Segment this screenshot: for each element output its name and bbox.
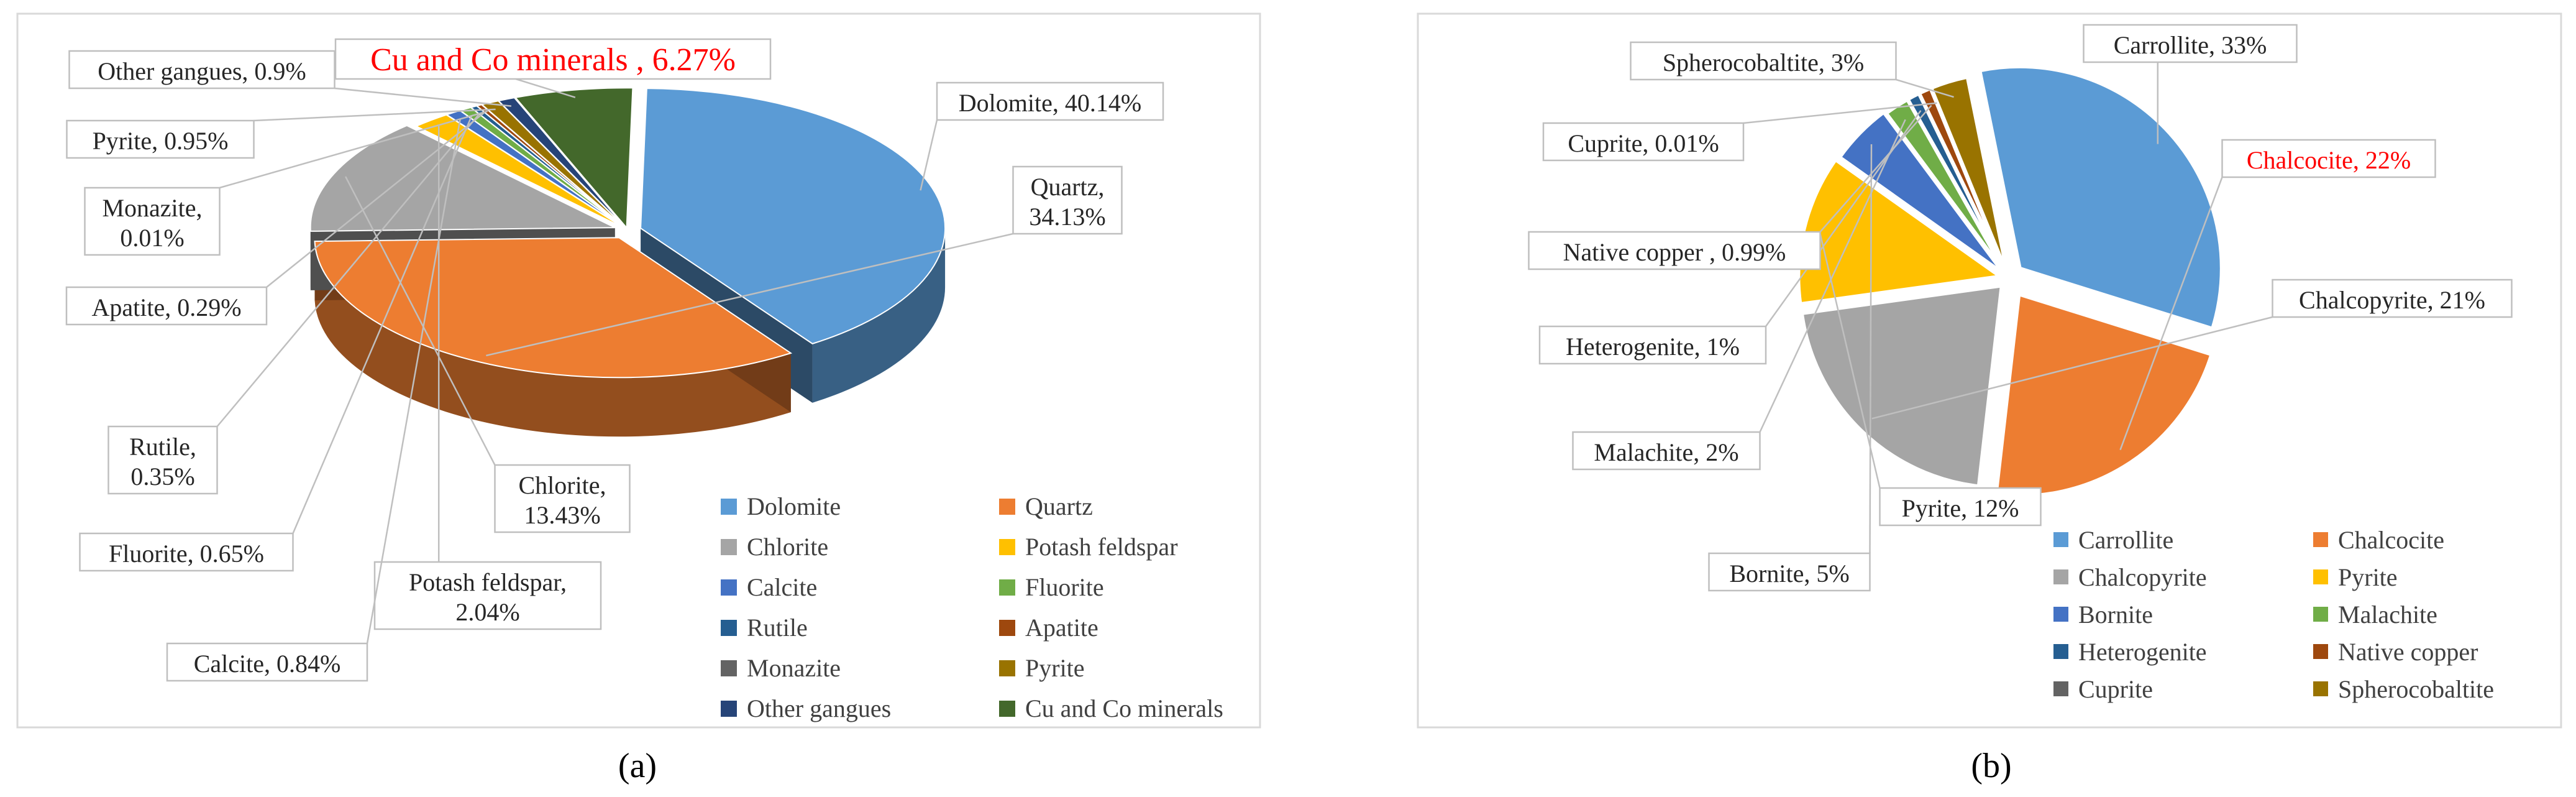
chart-a-legend-swatch-pyrite [999,660,1015,676]
panel-label-a: (a) [618,747,657,785]
chart-b-legend-swatch-chalcopyrite [2053,569,2068,584]
chart-a-legend-item-monazite: Monazite [747,654,841,682]
chart-b-legend-swatch-heterogenite [2053,644,2068,659]
chart-a-legend-swatch-calcite [721,579,737,596]
chart-a-data-label-dolomite: Dolomite, 40.14% [958,89,1142,117]
chart-a-legend-swatch-fluorite [999,579,1015,596]
chart-a-legend-swatch-dolomite [721,499,737,515]
chart-b-legend-item-heterogenite: Heterogenite [2078,638,2207,666]
chart-a-legend-item-pyrite: Pyrite [1025,654,1085,682]
chart-a-legend-item-rutile: Rutile [747,614,808,642]
chart-a-legend-swatch-rutile [721,620,737,636]
chart-a-data-label-pyrite: Pyrite, 0.95% [92,127,229,155]
chart-b-legend-item-native-copper: Native copper [2338,638,2478,666]
chart-b-legend-swatch-malachite [2313,607,2328,622]
chart-b-legend-swatch-chalcocite [2313,532,2328,547]
chart-a-legend-item-apatite: Apatite [1025,614,1098,642]
chart-b-data-label-spherocobaltite: Spherocobaltite, 3% [1662,48,1865,76]
chart-b-legend-swatch-carrollite [2053,532,2068,547]
chart-b-legend-swatch-pyrite [2313,569,2328,584]
chart-b-legend-item-chalcocite: Chalcocite [2338,526,2445,554]
chart-a-data-label-cu-and-co-minerals: Cu and Co minerals , 6.27% [370,42,736,78]
chart-a-data-label-rutile: Rutile, [129,433,196,461]
chart-a-data-label-apatite: Apatite, 0.29% [91,293,242,321]
chart-a-legend-item-chlorite: Chlorite [747,533,829,561]
chart-b-data-label-bornite: Bornite, 5% [1729,560,1850,587]
chart-a-data-label-chlorite: 13.43% [524,501,601,529]
chart-b-legend-swatch-spherocobaltite [2313,681,2328,696]
chart-b-legend-swatch-cuprite [2053,681,2068,696]
chart-a-data-label-potash-feldspar: Potash feldspar, [409,568,567,596]
chart-b-legend-item-bornite: Bornite [2078,601,2153,629]
chart-b-legend-item-carrollite: Carrollite [2078,526,2174,554]
chart-a-legend-item-dolomite: Dolomite [747,492,841,520]
chart-b-legend-swatch-native-copper [2313,644,2328,659]
chart-a-legend-swatch-chlorite [721,539,737,555]
chart-a-legend-swatch-cu-and-co-minerals [999,701,1015,717]
chart-b-data-label-pyrite: Pyrite, 12% [1901,494,2019,522]
chart-a-data-label-fluorite: Fluorite, 0.65% [109,540,264,568]
chart-a-data-label-rutile: 0.35% [130,463,195,491]
chart-a-legend-swatch-potash-feldspar [999,539,1015,555]
chart-b-legend-item-pyrite: Pyrite [2338,563,2398,591]
chart-a-legend-swatch-other-gangues [721,701,737,717]
chart-a-legend-item-cu-and-co-minerals: Cu and Co minerals [1025,694,1223,722]
chart-a-legend-swatch-apatite [999,620,1015,636]
chart-a-data-label-quartz: 34.13% [1029,203,1106,231]
chart-a-legend-item-other-gangues: Other gangues [747,694,892,722]
chart-a-data-label-calcite: Calcite, 0.84% [193,650,341,678]
chart-b-data-label-native-copper: Native copper , 0.99% [1563,238,1786,266]
chart-a-data-label-monazite: 0.01% [120,224,185,252]
chart-b-legend-item-spherocobaltite: Spherocobaltite [2338,675,2495,703]
chart-a-legend-item-fluorite: Fluorite [1025,573,1104,601]
chart-b-data-label-heterogenite: Heterogenite, 1% [1566,333,1740,361]
chart-a-legend-item-calcite: Calcite [747,573,818,601]
chart-a-data-label-other-gangues: Other gangues, 0.9% [98,57,306,85]
chart-a-data-label-monazite: Monazite, [102,194,203,222]
chart-a-data-label-quartz: Quartz, [1030,173,1105,201]
chart-a-legend-item-potash-feldspar: Potash feldspar [1025,533,1178,561]
chart-b-data-label-cuprite: Cuprite, 0.01% [1568,129,1719,157]
chart-a-data-label-potash-feldspar: 2.04% [455,598,520,626]
chart-b-legend-swatch-bornite [2053,607,2068,622]
chart-b-data-label-chalcocite: Chalcocite, 22% [2246,146,2411,174]
chart-b-legend-item-chalcopyrite: Chalcopyrite [2078,563,2207,591]
chart-b-legend-item-malachite: Malachite [2338,601,2437,629]
chart-a-legend-swatch-monazite [721,660,737,676]
chart-b-data-label-chalcopyrite: Chalcopyrite, 21% [2299,286,2485,314]
chart-a-data-label-chlorite: Chlorite, [518,471,606,499]
chart-a-legend-swatch-quartz [999,499,1015,515]
panel-label-b: (b) [1971,747,2012,785]
chart-b-data-label-carrollite: Carrollite, 33% [2113,31,2267,59]
chart-b-legend-item-cuprite: Cuprite [2078,675,2153,703]
chart-a-legend-item-quartz: Quartz [1025,492,1093,520]
chart-b-data-label-malachite: Malachite, 2% [1594,438,1739,466]
